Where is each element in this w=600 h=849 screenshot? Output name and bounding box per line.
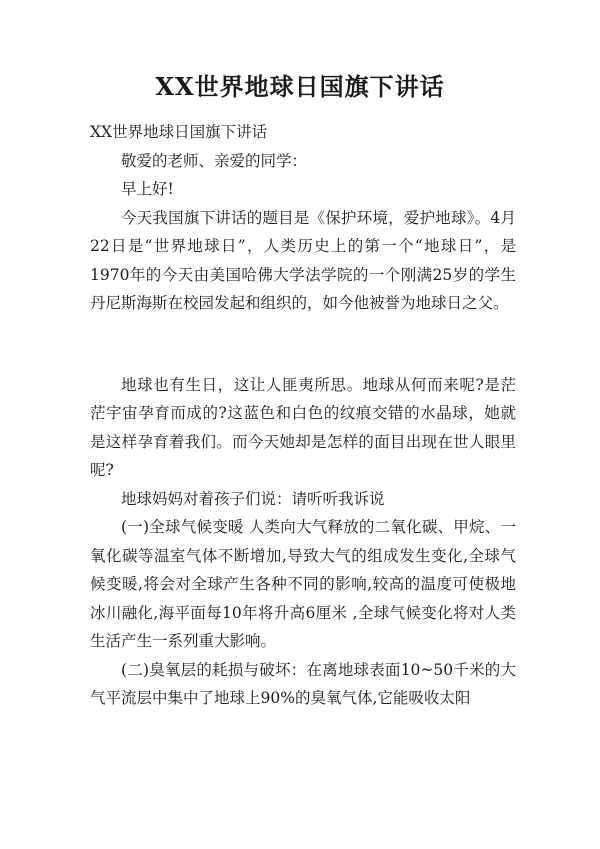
paragraph-spacer bbox=[90, 318, 516, 371]
paragraph-2: 地球也有生日，这让人匪夷所思。地球从何而来呢?是茫茫宇宙孕育而成的?这蓝色和白色的纹痕交错的水晶球，她就是这样孕育着我们。而今天她却是怎样的面目出现在世人眼里呢? bbox=[90, 375, 516, 479]
paragraph-5: (二)臭氧层的耗损与破坏：在离地球表面10~50千米的大气平流层中集中了地球上90%的臭氧气体,它能吸收太阳 bbox=[90, 660, 516, 707]
paragraph-1: 今天我国旗下讲话的题目是《保护环境，爱护地球》。4月22日是“世界地球日”，人类历史上的第一个“地球日”，是1970年的今天由美国哈佛大学法学院的一个刚满25岁的学生丹尼斯海斯在校园发起和组织的，如今他被誉为地球日之父。 bbox=[90, 208, 516, 312]
document-subtitle: XX世界地球日国旗下讲话 bbox=[90, 123, 268, 141]
morning-paragraph: 早上好! bbox=[121, 180, 174, 198]
paragraph-3: 地球妈妈对着孩子们说：请听听我诉说 bbox=[121, 489, 385, 508]
greeting-paragraph: 敬爱的老师、亲爱的同学： bbox=[121, 151, 308, 170]
paragraph-4: (一)全球气候变暖 人类向大气释放的二氧化碳、甲烷、一氧化碳等温室气体不断增加,导致大气的组成发生变化,全球气候变暖,将会对全球产生各种不同的影响,较高的温度可使极地冰川融化,海平面每10年将升高6厘米 ,全球气候变化将对人类生活产生一系列重大影响。 bbox=[90, 518, 516, 650]
document-body bbox=[90, 118, 516, 713]
page-title: XX世界地球日国旗下讲话 bbox=[155, 72, 445, 101]
